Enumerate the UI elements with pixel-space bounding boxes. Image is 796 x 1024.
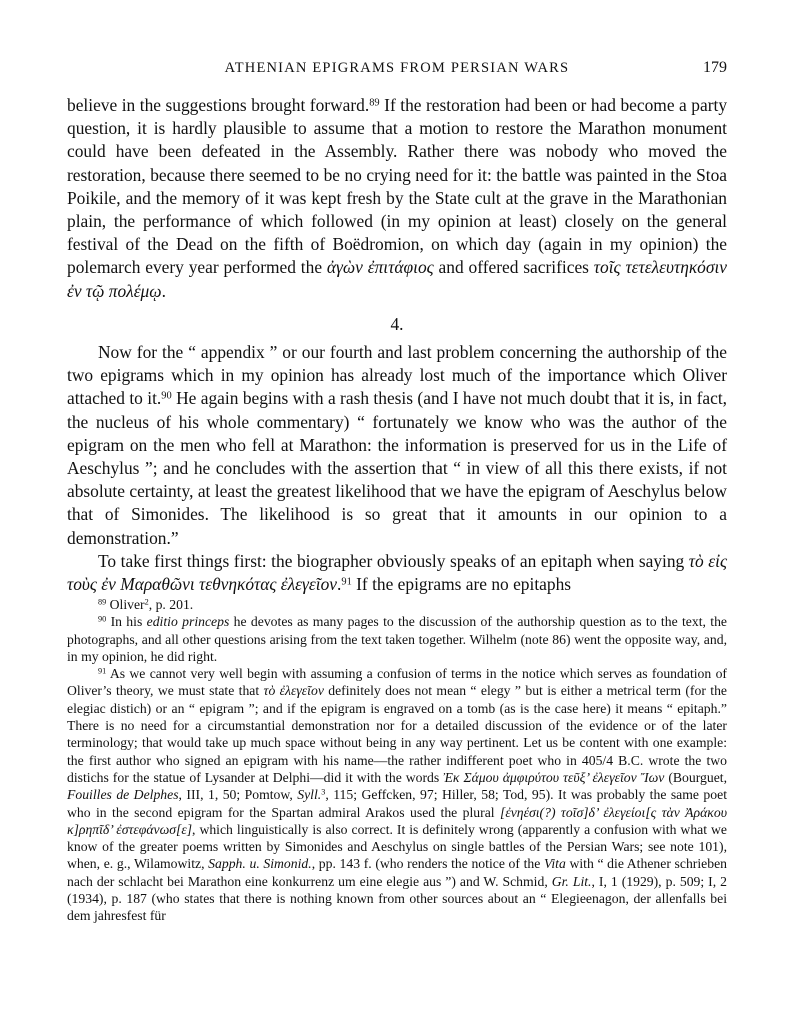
italic-text: Vita	[544, 856, 566, 872]
paragraph-3	[67, 550, 727, 596]
greek-phrase: τὸ εἰς τοὺς ἐν Μαραθῶνι τεθνηκότας ἐλεγεῖον	[67, 550, 728, 595]
greek-phrase: Ἐκ Σάμου ἀμφιρύτου τεῦξ’ ἐλεγεῖον Ἴων	[443, 769, 665, 785]
italic-text: editio princeps	[146, 614, 230, 630]
superscript: 2	[144, 597, 149, 607]
text: with “ die Athener schrieben nach der schlacht bei Marathon eine konkurrenz um eine elegie aus ”) and W. Schmid,	[67, 856, 727, 889]
text: .	[337, 574, 342, 595]
footnote-91	[67, 665, 727, 924]
text: , which linguistically is also correct. It is definitely wrong (apparently a confusion with what we know of the greater poems written by Simonides and Aeschylus on single battles of the Persian Wars; see note 101), when, e. g., Wilamowitz,	[67, 821, 727, 872]
superscript: 3	[321, 787, 326, 797]
italic-text: Gr. Lit.	[551, 873, 592, 889]
footnote-90	[67, 613, 727, 665]
footnote-ref-91: 91	[341, 576, 352, 588]
text: (Bourguet,	[664, 769, 727, 785]
italic-text: Sapph. u. Simonid.	[208, 856, 312, 872]
text: To take first things first: the biographer obviously speaks of an epitaph when saying	[98, 550, 689, 571]
text: If the epigrams are no epitaphs	[351, 574, 572, 595]
running-header	[67, 60, 727, 84]
text: .	[161, 280, 166, 301]
page-number: 179	[703, 59, 727, 76]
greek-phrase: τοῖς τετελευτηκόσιν ἐν τῷ πολέμῳ	[67, 257, 728, 301]
text: , III, 1, 50; Pomtow,	[178, 787, 298, 803]
text: definitely does not mean “ elegy ” but is either a metrical term (for the elegiac distich) or an “ epigram ”; and if the epigram is engraved on a tomb (as is the case here) it means “ epitaph.” There is no need for a circumstantial demonstration nor for a detailed discussion of the evidence or of the later terminology; that would take up much space without being in any way pertinent. Let us be content with one example: the first author who signed an epigram with his name—the rather indifferent poet who in 405/4 B.C. wrote the two distichs for the statue of Lysander at Delphi—did it with the words	[67, 683, 727, 785]
text: he devotes as many pages to the discussion of the authorship question as to the text, the photographs, and all other questions arising from the text taken together. Wilhelm (note 86) went the opposite way, and, in my opinion, he did right.	[67, 614, 728, 664]
italic-text: Fouilles de Delphes	[67, 787, 179, 803]
footnote-number: 89	[98, 597, 107, 607]
text: Now for the “ appendix ” or our fourth and last problem concerning the authorship of the two epigrams which in my opinion has already lost much of the importance which Oliver attached to it.	[67, 342, 727, 409]
text: and offered sacrifices	[433, 257, 594, 278]
text: In his	[106, 614, 147, 630]
paragraph-1	[67, 94, 727, 303]
text: , p. 201.	[148, 597, 194, 612]
text: Oliver	[106, 597, 145, 612]
running-title: ATHENIAN EPIGRAMS FROM PERSIAN WARS	[224, 60, 570, 76]
text: believe in the suggestions brought forward.	[67, 95, 370, 115]
section-heading: 4.	[390, 313, 404, 334]
footnote-ref-90: 90	[161, 390, 172, 402]
footnote-number: 90	[98, 614, 107, 624]
greek-phrase: [ἐνηέσι(?) τοῖσ]δ’ ἐλεγείοι[ς τὰν Ἀράκου κ]ρηπῖδ’ ἐστεφάνωσ[ε]	[67, 804, 727, 837]
footnotes	[67, 596, 727, 925]
footnote-89	[67, 596, 727, 613]
text: He again begins with a rash thesis (and I have not much doubt that it is, in fact, the nucleus of his whole commentary) “ fortunately we know who was the author of the epigram on the men who fell at Marathon: the information is preserved for us in the Life of Aeschylus ”; and he concludes with the assertion that “ in view of all this there exists, if not absolute certainty, at least the greatest likelihood that we have the epigram of Aeschylus below that of Simonides. The likelihood is so great that it amounts in our opinion to a demonstration.”	[67, 388, 727, 548]
text: , I, 1 (1929), p. 509; I, 2 (1934), p. 187 (who states that there is nothing known from other sources about an “ Elegieenagon, der allenfalls bei dem jahresfest für	[67, 873, 727, 924]
greek-phrase: τὸ ἐλεγεῖον	[263, 683, 324, 699]
text: As we cannot very well begin with assuming a confusion of terms in the notice which serves as foundation of Oliver’s theory, we must state that	[67, 666, 727, 699]
text: , 115; Geffcken, 97; Hiller, 58; Tod, 95). It was probably the same poet who in the second epigram for the Spartan admiral Arakos used the plural	[67, 787, 727, 820]
text: If the restoration had been or had become a party question, it is hardly plausible to assume that a motion to restore the Marathon monument could have been defeated in the Assembly. Rather there was nobody who moved the restoration, because there seemed to be no crying need for it: the battle was painted in the Stoa Poikile, and the memory of it was kept fresh by the State cult at the grave in the Marathonian plain, the performance of which followed (in my opinion at least) closely on the general festival of the Dead on the fifth of Boëdromion, on which day (again in my opinion) the polemarch every year performed the	[67, 95, 728, 278]
footnote-ref-89: 89	[369, 97, 380, 109]
text: , pp. 143 f. (who renders the notice of the	[311, 856, 544, 872]
footnote-number: 91	[98, 666, 107, 676]
paragraph-2	[67, 341, 727, 550]
italic-text: Syll.	[297, 787, 322, 803]
greek-phrase: ἀγὼν ἐπιτάφιος	[326, 257, 434, 278]
main-text	[67, 94, 727, 596]
